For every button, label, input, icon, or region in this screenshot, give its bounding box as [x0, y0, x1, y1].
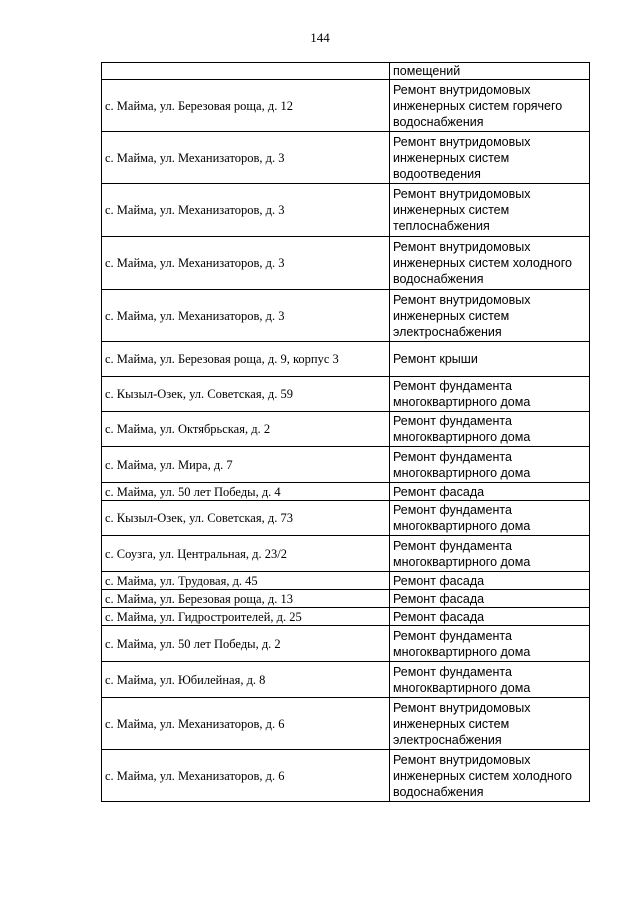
address-cell: с. Майма, ул. Механизаторов, д. 3	[102, 132, 390, 184]
work-type-cell: Ремонт фасада	[390, 483, 590, 501]
address-cell: с. Кызыл-Озек, ул. Советская, д. 73	[102, 501, 390, 536]
work-type-cell: Ремонт фундамента многоквартирного дома	[390, 447, 590, 483]
work-type-cell: Ремонт внутридомовых инженерных систем холодного водоснабжения	[390, 237, 590, 290]
address-cell: с. Майма, ул. Мира, д. 7	[102, 447, 390, 483]
table-row	[102, 483, 590, 501]
table-row	[102, 412, 590, 447]
work-type-cell: Ремонт фундамента многоквартирного дома	[390, 536, 590, 572]
work-type-cell: помещений	[390, 63, 590, 80]
work-type-cell: Ремонт фасада	[390, 572, 590, 590]
address-cell: с. Кызыл-Озек, ул. Советская, д. 59	[102, 377, 390, 412]
address-cell: с. Майма, ул. Механизаторов, д. 6	[102, 750, 390, 802]
table-row	[102, 536, 590, 572]
table-row	[102, 572, 590, 590]
table-row	[102, 501, 590, 536]
address-cell: с. Майма, ул. Юбилейная, д. 8	[102, 662, 390, 698]
work-type-cell: Ремонт внутридомовых инженерных систем водоотведения	[390, 132, 590, 184]
work-type-cell: Ремонт внутридомовых инженерных систем электроснабжения	[390, 290, 590, 342]
work-type-cell: Ремонт внутридомовых инженерных систем электроснабжения	[390, 698, 590, 750]
address-cell: с. Соузга, ул. Центральная, д. 23/2	[102, 536, 390, 572]
table-row	[102, 184, 590, 237]
page-number: 144	[310, 30, 330, 45]
work-type-cell: Ремонт фундамента многоквартирного дома	[390, 412, 590, 447]
table-row	[102, 342, 590, 377]
table-row	[102, 377, 590, 412]
table-row	[102, 590, 590, 608]
address-cell: с. Майма, ул. Механизаторов, д. 3	[102, 290, 390, 342]
table-row	[102, 698, 590, 750]
work-type-cell: Ремонт фундамента многоквартирного дома	[390, 501, 590, 536]
address-cell: с. Майма, ул. Механизаторов, д. 3	[102, 184, 390, 237]
address-cell: с. Майма, ул. Гидростроителей, д. 25	[102, 608, 390, 626]
table-row	[102, 626, 590, 662]
address-cell: с. Майма, ул. Октябрьская, д. 2	[102, 412, 390, 447]
repair-works-table	[101, 62, 590, 802]
work-type-cell: Ремонт фасада	[390, 590, 590, 608]
table-row	[102, 290, 590, 342]
table-body	[102, 63, 590, 802]
work-type-cell: Ремонт фундамента многоквартирного дома	[390, 662, 590, 698]
address-cell	[102, 63, 390, 80]
address-cell: с. Майма, ул. Березовая роща, д. 13	[102, 590, 390, 608]
table-row	[102, 608, 590, 626]
table-row	[102, 80, 590, 132]
table-row	[102, 750, 590, 802]
work-type-cell: Ремонт внутридомовых инженерных систем теплоснабжения	[390, 184, 590, 237]
work-type-cell: Ремонт фундамента многоквартирного дома	[390, 626, 590, 662]
address-cell: с. Майма, ул. 50 лет Победы, д. 2	[102, 626, 390, 662]
table-row	[102, 132, 590, 184]
work-type-cell: Ремонт внутридомовых инженерных систем холодного водоснабжения	[390, 750, 590, 802]
address-cell: с. Майма, ул. Механизаторов, д. 3	[102, 237, 390, 290]
work-type-cell: Ремонт крыши	[390, 342, 590, 377]
work-type-cell: Ремонт внутридомовых инженерных систем горячего водоснабжения	[390, 80, 590, 132]
address-cell: с. Майма, ул. 50 лет Победы, д. 4	[102, 483, 390, 501]
table-row	[102, 63, 590, 80]
work-type-cell: Ремонт фасада	[390, 608, 590, 626]
address-cell: с. Майма, ул. Механизаторов, д. 6	[102, 698, 390, 750]
table-row	[102, 237, 590, 290]
table-row	[102, 447, 590, 483]
address-cell: с. Майма, ул. Березовая роща, д. 12	[102, 80, 390, 132]
address-cell: с. Майма, ул. Трудовая, д. 45	[102, 572, 390, 590]
table-row	[102, 662, 590, 698]
work-type-cell: Ремонт фундамента многоквартирного дома	[390, 377, 590, 412]
address-cell: с. Майма, ул. Березовая роща, д. 9, корпус 3	[102, 342, 390, 377]
